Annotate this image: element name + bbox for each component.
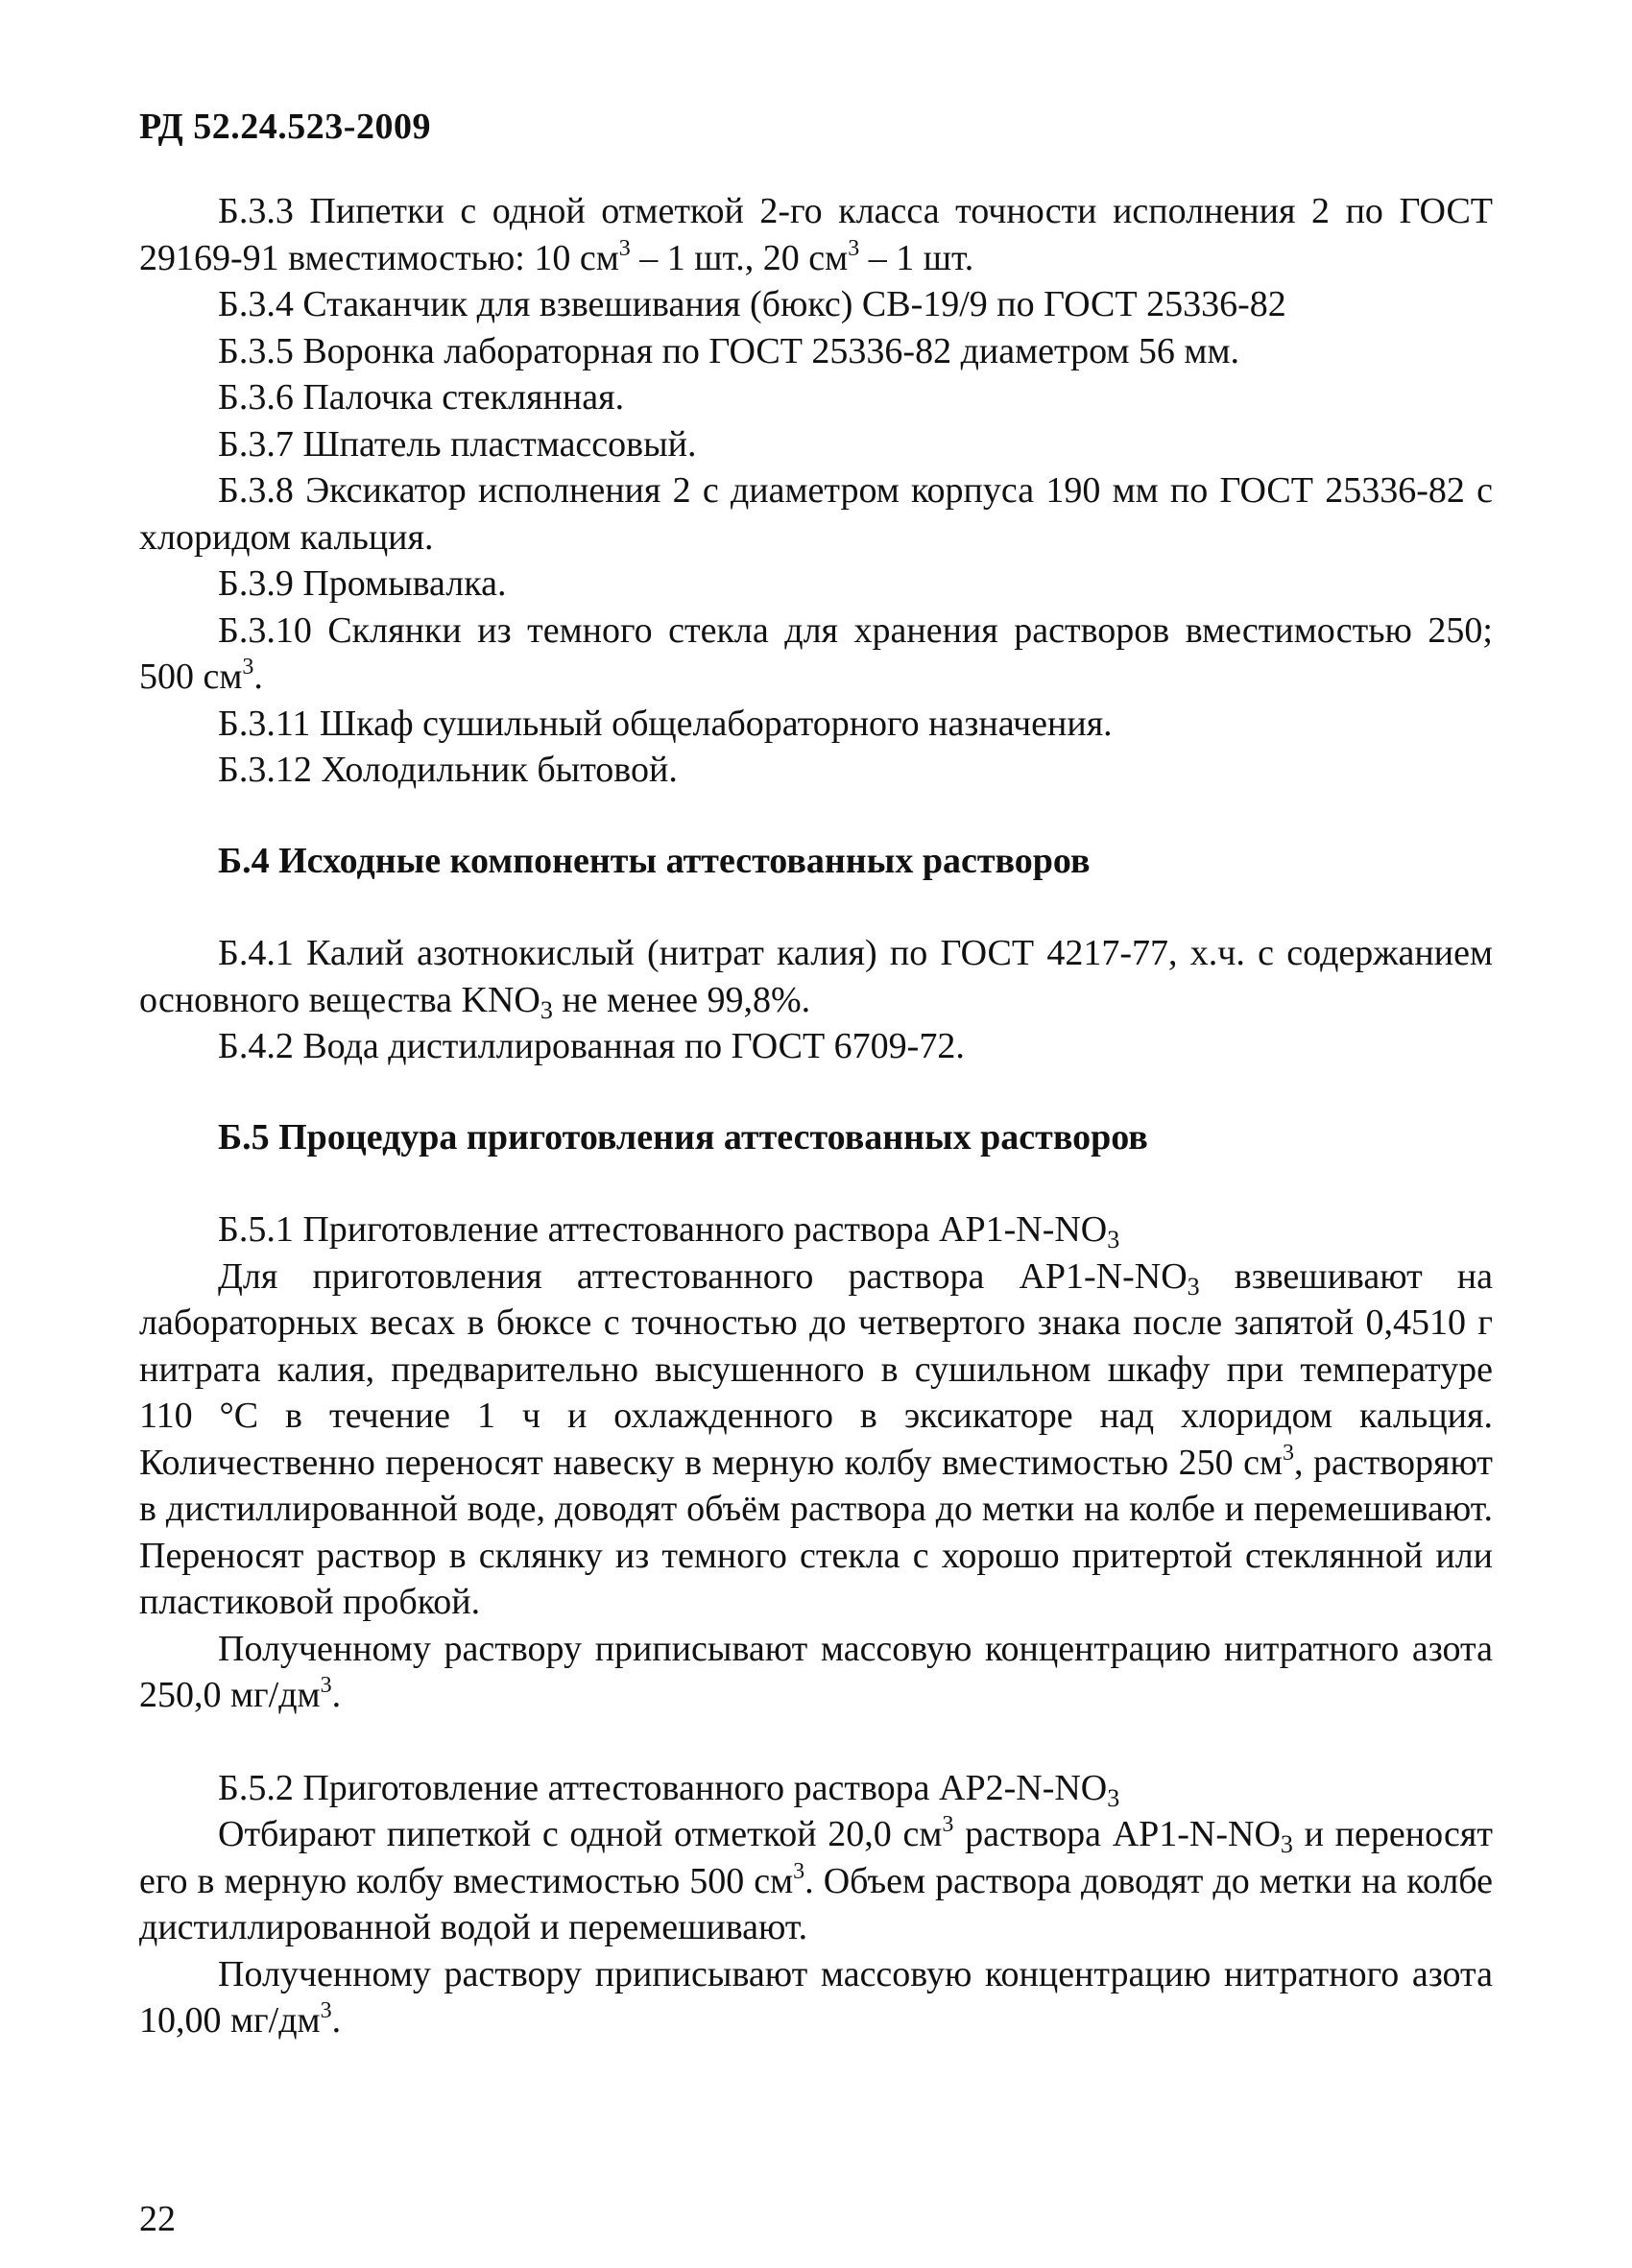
paragraph-b5-1-concentration: Полученному раствору приписывают массовую концентрацию нитратного азота 250,0 $мг/дм^3$. [139,1628,1493,1715]
paragraph-b3-6: Б.3.6 Палочка стеклянная. [218,377,625,418]
paragraph-b3-4: Б.3.4 Стаканчик для взвешивания (бюкс) СВ-19/9 по ГОСТ 25336-82 [218,284,1286,324]
section-heading-b4: Б.4 Исходные компоненты аттестованных растворов [218,840,1091,881]
spacer [139,794,1493,838]
document-header: РД 52.24.523-2009 [139,107,431,147]
subsection-title-b5-1: Б.5.1 Приготовление аттестованного раствора $АР1-N-NO_3$ [218,1209,1120,1253]
paragraph-b5-1-procedure: Для приготовления аттестованного раствора $АР1-N-NO_3$ взвешивают на лабораторных весах в бюксе с точностью до четвертого знака после запятой 0,4510 г нитрата калия, предварительно высушенного в сушильном шкафу при температуре 110 °С в течение 1 ч и охлажденного в эксикаторе над хлоридом кальция. Количественно переносят навеску в мерную колбу вместимостью 250 $см^3$, растворяют в дистиллированной воде, доводят объём раствора до метки на колбе и перемешивают. Переносят раствор в склянку из темного стекла с хорошо притертой стеклянной или пластиковой пробкой. [139,1255,1493,1622]
paragraph-b3-10: Б.3.10 Склянки из темного стекла для хранения растворов вместимостью 250; 500 $см^3$. [139,609,1493,697]
paragraph-b3-7: Б.3.7 Шпатель пластмассовый. [218,423,697,465]
paragraph-b3-5: Б.3.5 Воронка лабораторная по ГОСТ 25336-82 диаметром 56 мм. [218,330,1239,371]
paragraph-b3-12: Б.3.12 Холодильник бытовой. [218,750,678,790]
spacer [139,1160,1493,1206]
paragraph-b5-2-procedure: Отбирают пипеткой с одной отметкой 20,0 $см^3$ раствора $АР1-N-NO_3$ и переносят его в мерную колбу вместимостью 500 $см^3$. Объем раствора доводят до метки на колбе дистиллированной водой и перемешивают. [139,1812,1493,1947]
page-number: 22 [139,2199,176,2239]
spacer [139,1070,1493,1114]
paragraph-b3-11: Б.3.11 Шкаф сушильный общелабораторного назначения. [218,703,1113,744]
paragraph-b3-9: Б.3.9 Промывалка. [218,563,507,604]
paragraph-b5-2-concentration: Полученному раствору приписывают массовую концентрацию нитратного азота 10,00 $мг/дм^3$. [139,1953,1493,2041]
subsection-title-b5-2: Б.5.2 Приготовление аттестованного раствора $АР2-N-NO_3$ [218,1767,1120,1812]
spacer [139,1719,1493,1765]
paragraph-b4-2: Б.4.2 Вода дистиллированная по ГОСТ 6709-72. [218,1026,965,1066]
document-body [139,188,1493,2044]
spacer [139,884,1493,930]
paragraph-b3-8: Б.3.8 Эксикатор исполнения 2 с диаметром корпуса 190 мм по ГОСТ 25336-82 с хлоридом кальция. [139,470,1493,558]
section-heading-b5: Б.5 Процедура приготовления аттестованных растворов [218,1116,1148,1158]
paragraph-b3-3: Б.3.3 Пипетки с одной отметкой 2-го класса точности исполнения 2 по ГОСТ 29169-91 вместимостью: 10 $см^3 - 1$ шт., 20 $см^3 - 1$ шт. [139,191,1493,278]
paragraph-b4-1: Б.4.1 Калий азотнокислый (нитрат калия) по ГОСТ 4217-77, х.ч. с содержанием основного вещества $KNO_3$ не менее 99,8%. [139,933,1493,1024]
